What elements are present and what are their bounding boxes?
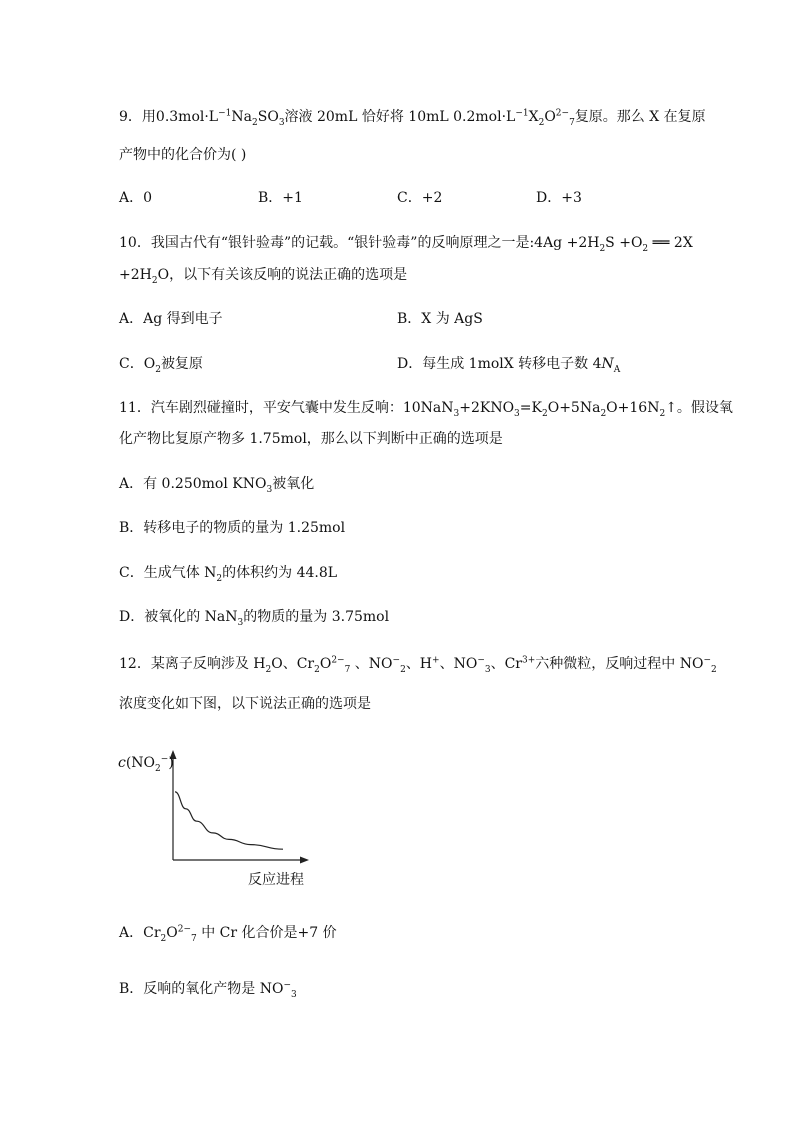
q9-option-b: B．+1 — [258, 190, 303, 206]
q11-option-b: B．转移电子的物质的量为 1.25mol — [119, 520, 346, 536]
x-axis-arrow — [300, 857, 309, 864]
q10-option-a: A．Ag 得到电子 — [119, 311, 223, 327]
q10-line2: $+2H_2O$，以下有关该反响的说法正确的选项是 — [119, 267, 408, 286]
q12-line1: 12．某离子反响涉及 $H_2O$、$Cr_2O^{2-}_7$ 、$NO^-_2$、H+、$NO^-_3$、$Cr^{3+}$六种微粒，反响过程中 $NO^-_2$ — [119, 655, 717, 675]
q9-line1: 9．用$0.3mol\cdot L^{-1}Na_2SO_3$溶液 20mL 恰好将 10mL $0.2mol\cdot L^{-1}X_2O^{2-}_7$复原。那么 X 在复原 — [119, 108, 706, 128]
y-axis-label: $c(NO_2^-)$ — [118, 754, 174, 774]
q10-option-d: D．每生成 1molX 转移电子数 $4N_A$ — [397, 356, 621, 375]
q9-line2: 产物中的化合价为( ) — [119, 147, 247, 163]
q9-option-c: C．+2 — [397, 190, 443, 206]
q10-option-c: C．$O_2$被复原 — [119, 356, 203, 375]
q11-line1: 11．汽车剧烈碰撞时，平安气囊中发生反响：$10NaN_3+2KNO_3=K_2O+5Na_2O+16N_2↑$。假设氧 — [119, 400, 733, 419]
concentration-curve — [175, 792, 283, 849]
concentration-chart — [118, 748, 318, 898]
q11-option-d: D．被氧化的 NaN$_3$的物质的量为 3.75mol — [119, 609, 390, 628]
q11-line2: 化产物比复原产物多 1.75mol，那么以下判断中正确的选项是 — [119, 431, 503, 447]
x-axis-label: 反应进程 — [248, 872, 304, 888]
q12-option-b: B．反响的氧化产物是 $NO^-_3$ — [119, 980, 297, 1000]
q9-option-d: D．+3 — [536, 190, 582, 206]
q12-line2: 浓度变化如下图，以下说法正确的选项是 — [119, 696, 371, 712]
q9-option-a: A．0 — [119, 190, 153, 206]
q12-option-a: A．$Cr_2O^{2-}_7$ 中 Cr 化合价是+7 价 — [119, 924, 337, 944]
q10-line1: 10．我国古代有“银针验毒”的记载。“银针验毒”的反响原理之一是:4Ag $+2H_2S +O_2$ ══ 2X — [119, 235, 693, 254]
q10-option-b: B．X 为 AgS — [397, 311, 483, 327]
q11-option-c: C．生成气体 $N_2$的体积约为 44.8L — [119, 565, 338, 584]
q11-option-a: A．有 0.250mol $KNO_3$被氧化 — [119, 476, 315, 495]
